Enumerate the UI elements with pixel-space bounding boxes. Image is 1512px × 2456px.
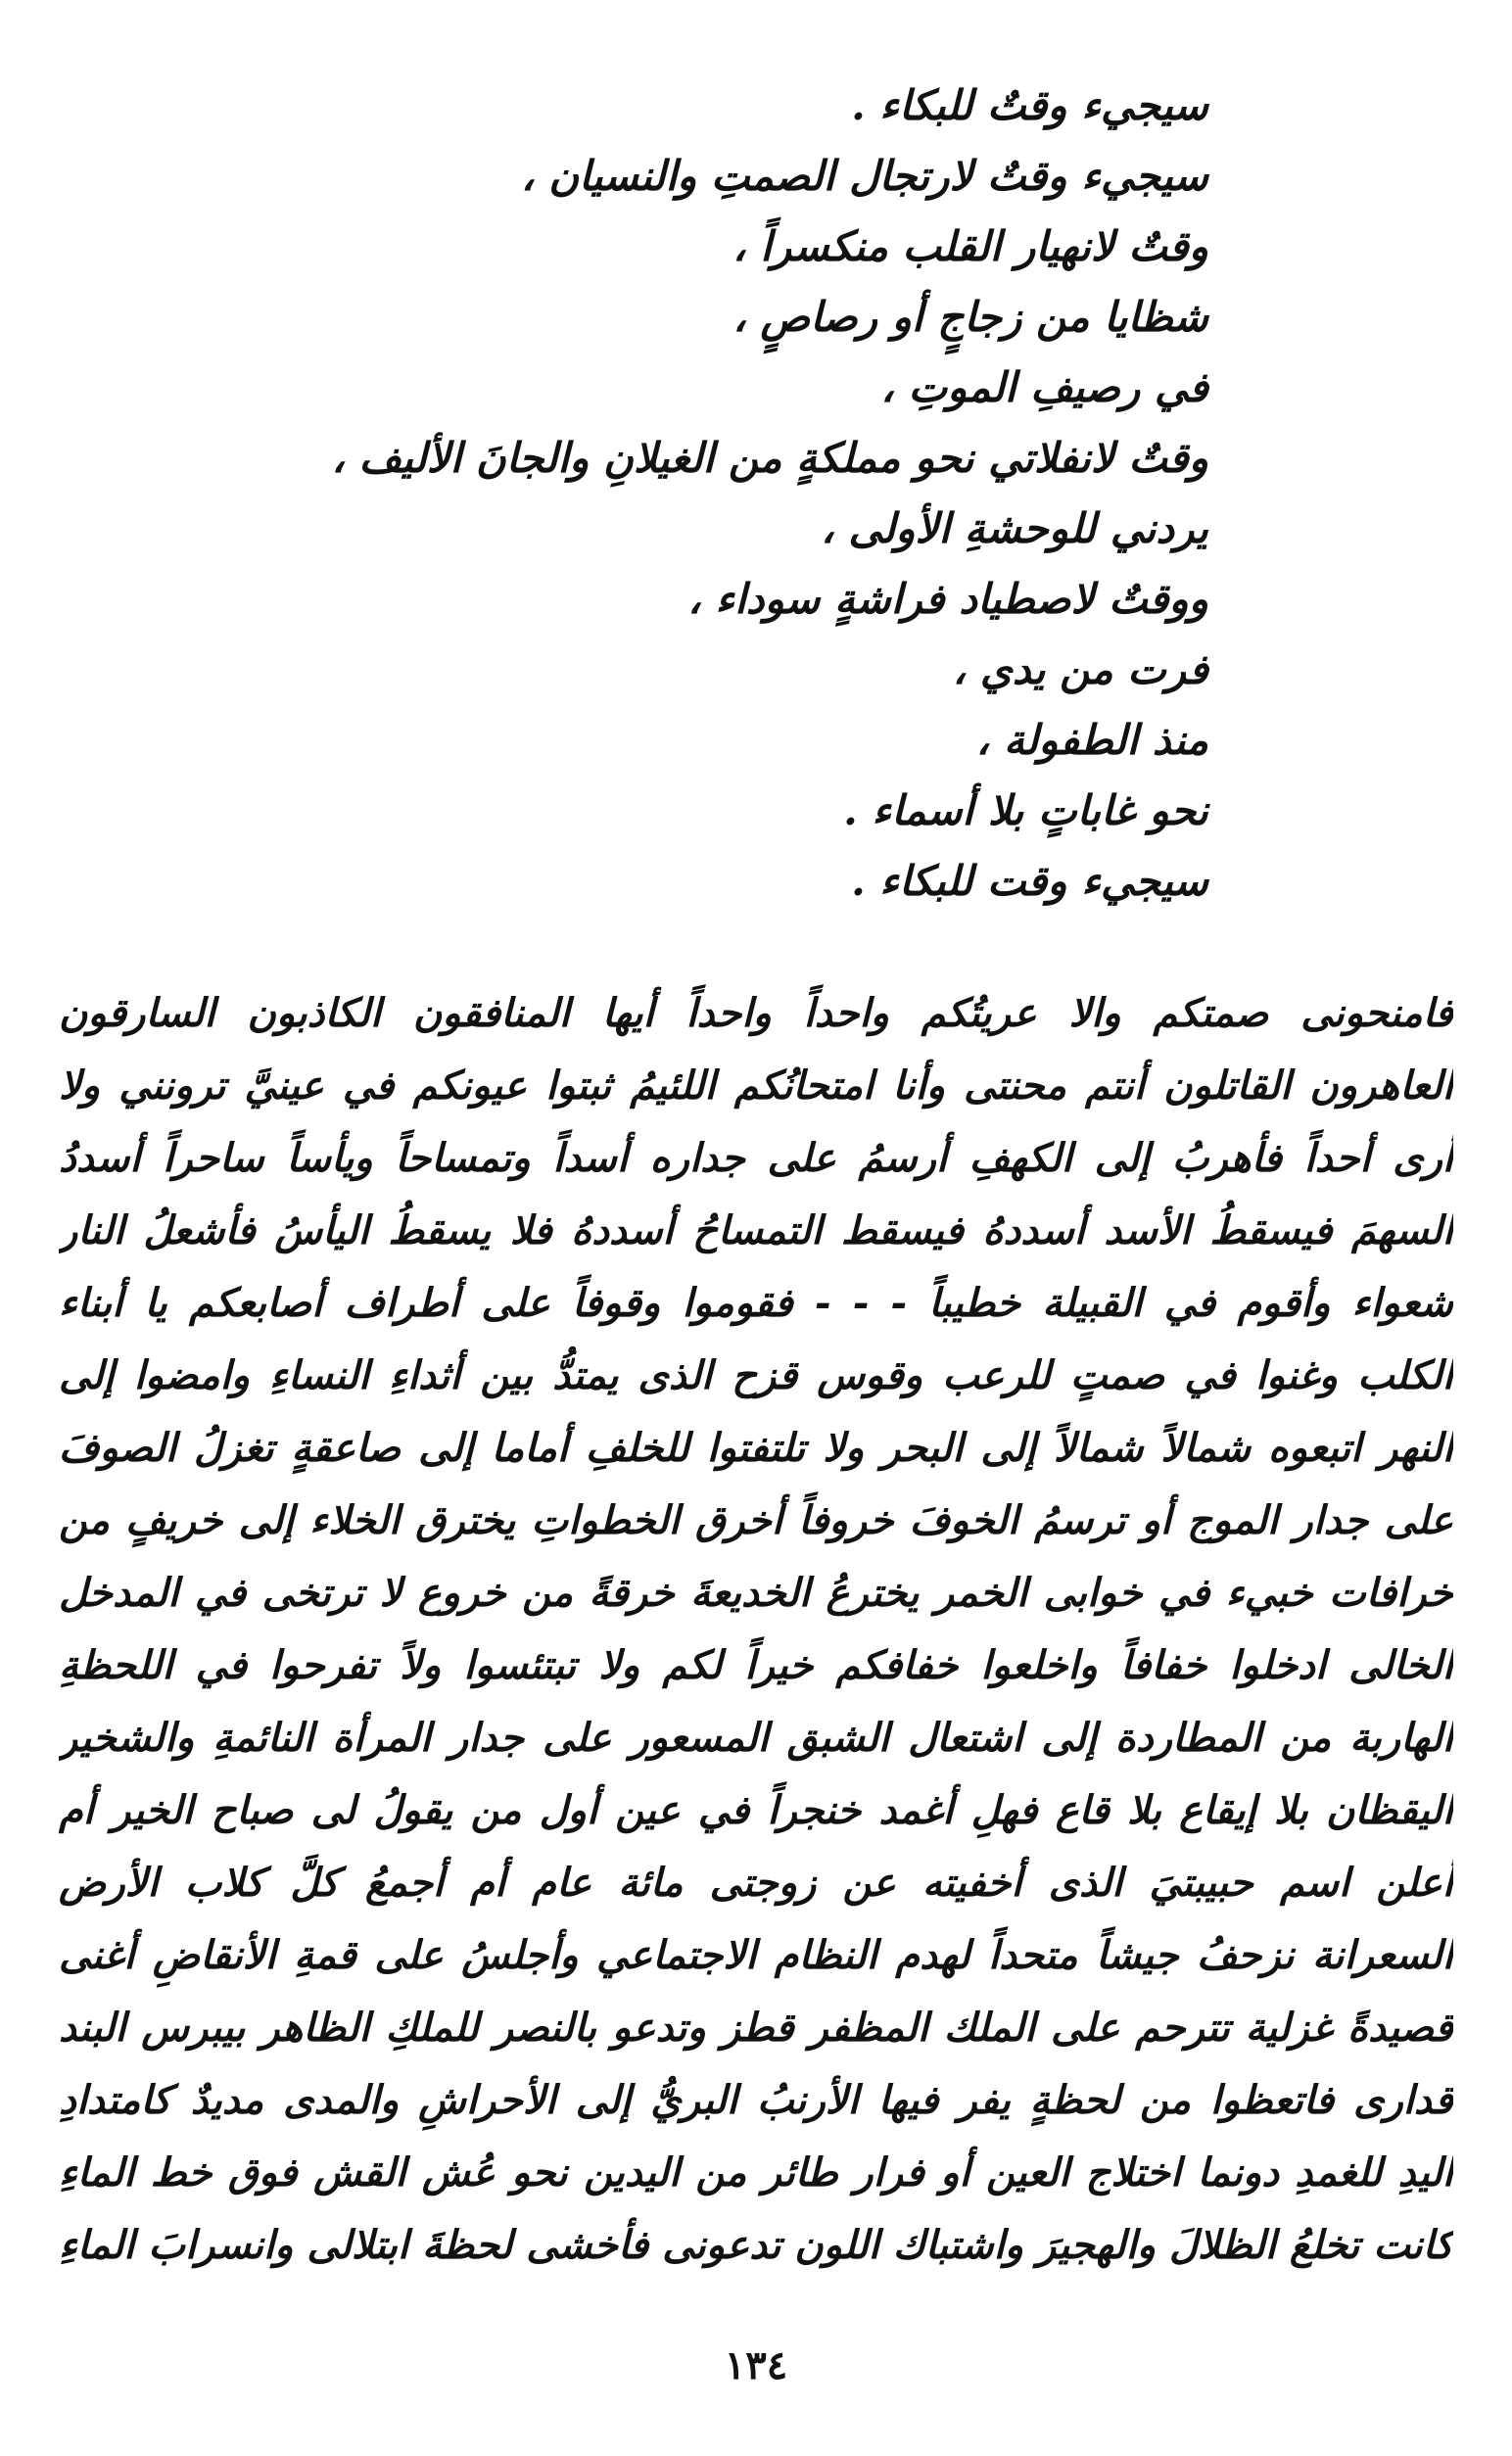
poem-line: نحو غاباتٍ بلا أسماء . bbox=[843, 786, 1208, 834]
prose-paragraph bbox=[59, 977, 1453, 2282]
prose-line: أعلن اسم حبيبتيَ الذى أخفيته عن زوجتى مائة عام أم أجمعُ كلَّ كلاب الأرض bbox=[59, 1860, 1453, 1906]
poem-line: فرت من يدي ، bbox=[952, 645, 1208, 693]
prose-line: أرى أحداً فأهربُ إلى الكهفِ أرسمُ على جداره أسداً وتمساحاً ويأساً ساحراً أسددُ bbox=[59, 1135, 1453, 1181]
poem-line: سيجيء وقتٌ للبكاء . bbox=[851, 81, 1208, 129]
prose-line: الخالى ادخلوا خفافاً واخلعوا خفافكم خيراً لكم ولا تبتئسوا ولاً تفرحوا في اللحظةِ bbox=[59, 1642, 1453, 1688]
poem-line: وقتٌ لانفلاتي نحو مملكةٍ من الغيلانِ والجانَ الأليف ، bbox=[331, 434, 1208, 482]
poem-line: في رصيفِ الموتِ ، bbox=[880, 363, 1208, 411]
poem-line: شظايا من زجاجٍ أو رصاصٍ ، bbox=[732, 293, 1208, 341]
prose-line: كانت تخلعُ الظلالَ والهجيرَ واشتباك اللون تدعونى فأخشى لحظةَ ابتلالى وانسرابَ الماءِ bbox=[59, 2222, 1453, 2268]
poem-line: يردني للوحشةِ الأولى ، bbox=[821, 504, 1208, 552]
prose-line: النهر اتبعوه شمالاً شمالاً إلى البحر ولا تلتفتوا للخلفِ أماما إلى صاعقةٍ تغزلُ الصوفَ bbox=[59, 1425, 1453, 1471]
poem-line: ووقتٌ لاصطياد فراشةٍ سوداء ، bbox=[687, 575, 1208, 623]
prose-line: اليدِ للغمدِ دونما اختلاج العين أو فرار طائر من اليدين نحو عُش القش فوق خط الماءِ bbox=[59, 2149, 1453, 2196]
prose-line: خرافات خبيء في خوابى الخمر يخترعُ الخديعةَ خرقةً من خروع لا ترتخى في المدخل bbox=[59, 1570, 1453, 1616]
prose-line: قصيدةً غزلية تترحم على الملك المظفر قطز وتدعو بالنصر للملكِ الظاهر بيبرس البند bbox=[59, 2005, 1453, 2051]
prose-line: الكلب وغنوا في صمتٍ للرعب وقوس قزح الذى يمتدُّ بين أثداءِ النساءِ وامضوا إلى bbox=[59, 1352, 1453, 1398]
poem-line: منذ الطفولة ، bbox=[975, 716, 1208, 764]
prose-line: العاهرون القاتلون أنتم محنتى وأنا امتحانُكم اللئيمُ ثبتوا عيونكم في عينيَّ ترونني ولا bbox=[59, 1063, 1453, 1109]
prose-line: قدارى فاتعظوا من لحظةٍ يفر فيها الأرنبُ البريُّ إلى الأحراشِ والمدى مديدٌ كامتدادِ bbox=[59, 2077, 1453, 2123]
prose-line: الهاربة من المطاردة إلى اشتعال الشبق المسعور على جدار المرأة النائمةِ والشخير bbox=[59, 1715, 1453, 1761]
prose-line: اليقظان بلا إيقاع بلا قاع فهلِ أغمد خنجراً في عين أول من يقولُ لى صباح الخير أم bbox=[59, 1787, 1453, 1833]
poem-line: وقتٌ لانهيار القلب منكسراً ، bbox=[732, 222, 1208, 270]
poem-line: سيجيء وقتٌ لارتجال الصمتِ والنسيان ، bbox=[521, 152, 1208, 200]
prose-line: السعرانة نزحفُ جيشاً متحداً لهدم النظام الاجتماعي وأجلسُ على قمةِ الأنقاضِ أغنى bbox=[59, 1932, 1453, 1978]
poem-line: سيجيء وقت للبكاء . bbox=[851, 857, 1208, 905]
prose-line: شعواء وأقوم في القبيلة خطيباً - - - فقوموا وقوفاً على أطراف أصابعكم يا أبناء bbox=[59, 1280, 1453, 1326]
prose-line: على جدار الموج أو ترسمُ الخوفَ خروفاً أخرق الخطواتِ يخترق الخلاء إلى خريفٍ من bbox=[59, 1497, 1453, 1543]
poem-stanza bbox=[229, 71, 1208, 917]
prose-line: السهمَ فيسقطُ الأسد أسددهُ فيسقط التمساحُ أسددهُ فلا يسقطُ اليأسُ فأشعلُ النار bbox=[59, 1207, 1453, 1253]
page-number: ١٣٤ bbox=[724, 2342, 788, 2388]
prose-line: فامنحونى صمتكم والا عريتُكم واحداً واحداً أيها المنافقون الكاذبون السارقون bbox=[59, 990, 1453, 1036]
